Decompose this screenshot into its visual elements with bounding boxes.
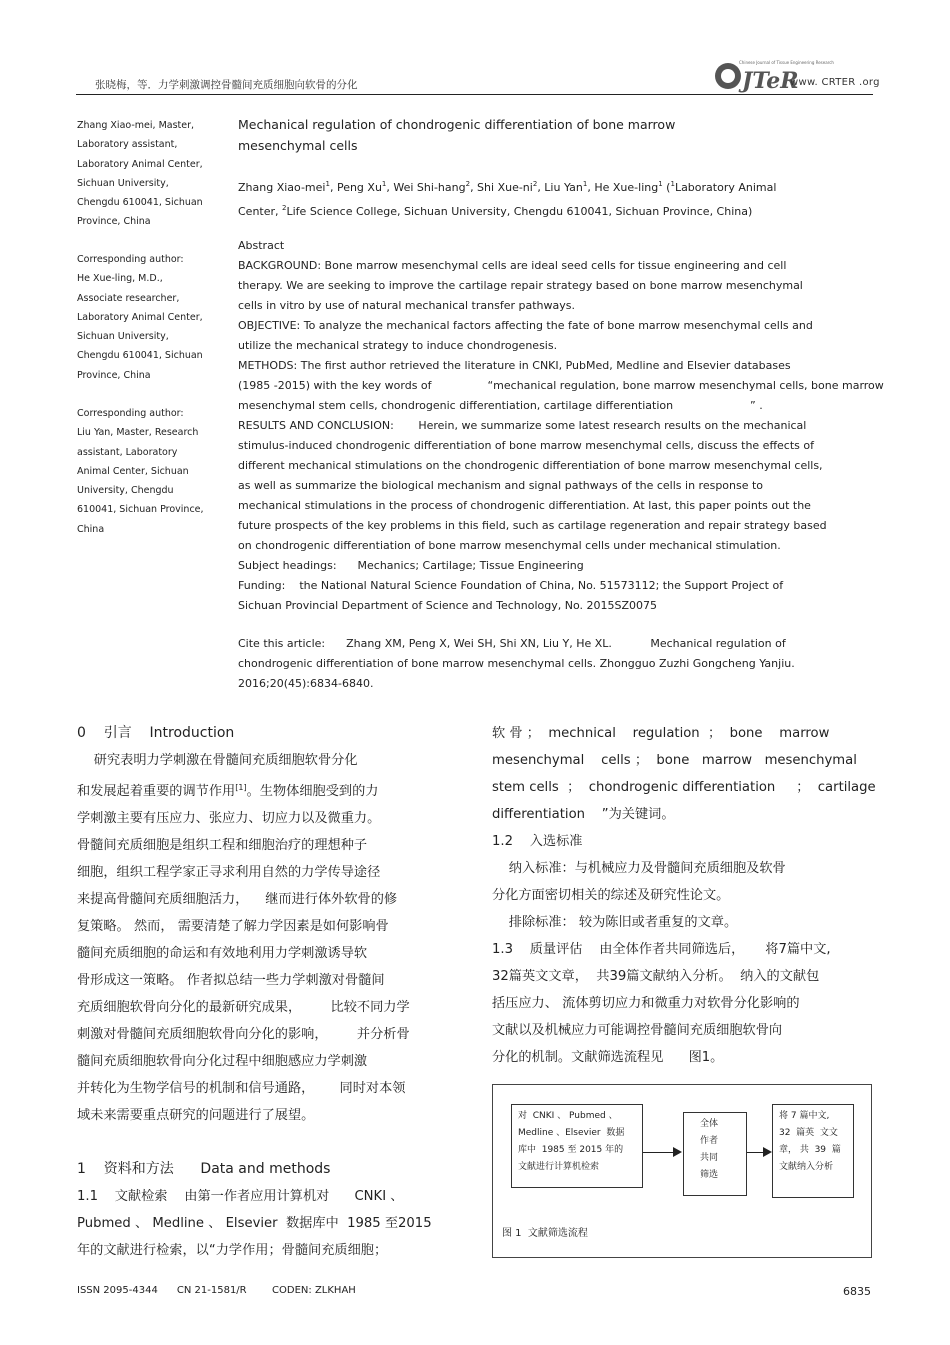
abstract-line: mesenchymal stem cells, chondrogenic differentiation, cartilage differentiation ” .	[238, 399, 763, 412]
abstract-line: mechanical stimulations in the process of chondrogenic differentiation. At last, this paper points out the	[238, 499, 811, 512]
body-line	[77, 774, 457, 805]
flow-box-search	[511, 1104, 643, 1188]
affil-mark: 2	[465, 180, 471, 188]
body-line: 并转化为生物学信号的机制和信号通路， 同时对本领	[77, 1081, 406, 1096]
arrow-2-line	[747, 1152, 763, 1153]
affil-mark: 1	[381, 180, 387, 188]
affil-mark: 1	[658, 180, 663, 188]
body-line: 骨髓间充质细胞是组织工程和细胞治疗的理想种子	[77, 838, 368, 853]
author-info-2	[77, 250, 227, 385]
body-line: 细胞，组织工程学家正寻求利用自然的力学传导途径	[77, 865, 381, 880]
affil-mark: 2	[282, 204, 287, 212]
body-line: 32篇英文文章， 共39篇文献纳入分析。 纳入的文献包	[492, 969, 820, 984]
affil-mark: 1	[582, 180, 588, 188]
citation-ref[interactable]: [1]	[235, 783, 247, 792]
sidebar-line: Corresponding author:	[77, 254, 184, 265]
body-left-column	[77, 720, 457, 1264]
article-title	[238, 114, 868, 156]
flow-text: 将 7 篇中文,	[779, 1111, 830, 1121]
section-heading-introduction: 0 引言 Introduction	[77, 725, 235, 741]
section-heading-methods: 1 资料和方法 Data and methods	[77, 1161, 331, 1177]
body-line: 髓间充质细胞软骨向分化过程中细胞感应力学刺激	[77, 1054, 368, 1069]
author-name: , Liu Yan	[537, 181, 583, 194]
author-name: , He Xue-ling	[587, 181, 659, 194]
body-line: 1.1 文献检索 由第一作者应用计算机对 CNKI 、	[77, 1189, 404, 1204]
sidebar-line: Chengdu 610041, Sichuan	[77, 350, 203, 362]
sidebar-line: Laboratory Animal Center,	[77, 311, 203, 323]
svg-text:Chinese Journal of Tissue Engi: Chinese Journal of Tissue Engineering Research	[739, 60, 834, 65]
arrow-right-icon	[673, 1147, 682, 1157]
body-line: 1.3 质量评估 由全体作者共同筛选后， 将7篇中文,	[492, 942, 831, 957]
sidebar-line: Laboratory Animal Center,	[77, 158, 203, 170]
sidebar-line: Province, China	[77, 216, 151, 228]
arrow-right-icon	[763, 1147, 772, 1157]
flow-text: 章， 共 39 篇	[779, 1145, 841, 1155]
author-name: Zhang Xiao-mei	[238, 181, 326, 194]
cite-line: 2016;20(45):6834-6840.	[238, 677, 374, 690]
abstract-heading: Abstract	[238, 239, 285, 252]
abstract-line: BACKGROUND: Bone marrow mesenchymal cells are ideal seed cells for tissue engineering and cell	[238, 259, 787, 272]
body-line: 纳入标准：与机械应力及骨髓间充质细胞及软骨	[492, 861, 786, 876]
abstract-line: cells in vitro by use of natural mechanical transfer pathways.	[238, 299, 575, 312]
abstract-line: as well as summarize the biological mechanism and signal pathways of the cells in response to	[238, 479, 764, 492]
cite-line: chondrogenic differentiation of bone marrow mesenchymal cells. Zhongguo Zuzhi Gongcheng Yanjiu.	[238, 657, 795, 670]
funding-line: Funding: the National Natural Science Foundation of China, No. 51573112; the Support Project of	[238, 579, 784, 592]
body-line: Pubmed 、 Medline 、 Elsevier 数据库中 1985 至2015	[77, 1216, 432, 1231]
abstract-line: therapy. We are seeking to improve the cartilage repair strategy based on bone marrow mesenchymal	[238, 279, 803, 292]
flow-text: Medline 、Elsevier 数据	[518, 1128, 625, 1138]
body-line: 来提高骨髓间充质细胞活力， 继而进行体外软骨的修	[77, 892, 398, 907]
author-name: , Wei Shi-hang	[386, 181, 466, 194]
author-name: , Shi Xue-ni	[470, 181, 533, 194]
affiliation-text: Center,	[238, 205, 279, 218]
page-number: 6835	[843, 1285, 871, 1298]
body-line: stem cells ； chondrogenic differentiation ； cartilage	[492, 780, 876, 795]
abstract-line: on chondrogenic differentiation of bone marrow mesenchymal cells under mechanical stimulation.	[238, 539, 781, 552]
body-line: 研究表明力学刺激在骨髓间充质细胞软骨分化	[77, 753, 358, 768]
body-line: 域未来需要重点研究的问题进行了展望。	[77, 1108, 315, 1123]
funding-line: Sichuan Provincial Department of Science and Technology, No. 2015SZ0075	[238, 599, 657, 612]
abstract-line: (1985 -2015) with the key words of “mechanical regulation, bone marrow mesenchymal cells, bone marrow	[238, 379, 884, 392]
abstract-line: OBJECTIVE: To analyze the mechanical factors affecting the fate of bone marrow mesenchymal cells and	[238, 319, 813, 332]
sidebar-line: He Xue-ling, M.D.,	[77, 273, 163, 285]
svg-text:JTeR: JTeR	[742, 68, 799, 94]
sidebar-line: University, Chengdu	[77, 485, 174, 497]
sidebar-line: Province, China	[77, 369, 151, 381]
subject-headings: Subject headings: Mechanics; Cartilage; Tissue Engineering	[238, 559, 584, 572]
body-line: differentiation ”为关键词。	[492, 807, 675, 822]
flow-box-screening	[683, 1112, 747, 1196]
footer-issn: ISSN 2095-4344 CN 21-1581/R CODEN: ZLKHAH	[77, 1285, 356, 1296]
body-text: 。生物体细胞受到的力	[246, 784, 379, 799]
abstract	[238, 236, 884, 616]
body-line: 分化方面密切相关的综述及研究性论文。	[492, 888, 730, 903]
sidebar-line: Sichuan University,	[77, 177, 169, 189]
website-url[interactable]: www. CRTER .org	[790, 77, 880, 88]
abstract-line: RESULTS AND CONCLUSION: Herein, we summarize some latest research results on the mechanical	[238, 419, 807, 432]
arrow-1-line	[643, 1152, 673, 1153]
body-right-column	[492, 720, 876, 1071]
author-info-1	[77, 116, 227, 232]
body-line: mesenchymal cells ； bone marrow mesenchymal	[492, 753, 857, 768]
affiliation-text: Laboratory Animal	[674, 181, 777, 194]
header-rule	[76, 94, 873, 95]
affil-mark: 2	[532, 180, 538, 188]
abstract-line: future prospects of the key problems in this field, such as cartilage regeneration and repair strategy based	[238, 519, 827, 532]
body-line: 充质细胞软骨向分化的最新研究成果， 比较不同力学	[77, 1000, 410, 1015]
cite-line: Cite this article: Zhang XM, Peng X, Wei SH, Shi XN, Liu Y, He XL. Mechanical regulation of	[238, 637, 786, 650]
flow-text: 文献纳入分析	[779, 1162, 834, 1172]
affil-mark: 1	[670, 180, 675, 188]
author-name: (	[662, 181, 671, 194]
abstract-line: METHODS: The first author retrieved the literature in CNKI, PubMed, Medline and Elsevier databases	[238, 359, 791, 372]
flow-text: 共同	[700, 1153, 719, 1163]
body-text: 和发展起着重要的调节作用	[77, 784, 236, 799]
cite-article	[238, 634, 868, 694]
sidebar-line: Sichuan University,	[77, 331, 169, 343]
author-line-1	[238, 174, 868, 198]
journal-logo-icon	[712, 55, 834, 95]
abstract-line: different mechanical stimulations on the chondrogenic differentiation of bone marrow mesenchymal cells,	[238, 459, 823, 472]
body-line: 文献以及机械应力可能调控骨髓间充质细胞软骨向	[492, 1023, 783, 1038]
flow-text: 筛选	[700, 1170, 719, 1180]
subsection-heading: 1.2 入选标准	[492, 834, 583, 849]
body-line: 分化的机制。文献筛选流程见 图1。	[492, 1050, 724, 1065]
author-list	[238, 174, 868, 222]
running-title: 张晓梅，等．力学刺激调控骨髓间充质细胞向软骨的分化	[95, 79, 358, 91]
flow-box-included	[772, 1104, 854, 1198]
author-info-3	[77, 404, 227, 539]
flow-text: 作者	[700, 1136, 719, 1146]
author-line-2	[238, 198, 868, 222]
sidebar-line: Chengdu 610041, Sichuan	[77, 197, 203, 209]
body-line: 骨形成这一策略。 作者拟总结一些力学刺激对骨髓间	[77, 973, 385, 988]
body-line: 刺激对骨髓间充质细胞软骨向分化的影响， 并分析骨	[77, 1027, 410, 1042]
body-line: 学刺激主要有压应力、张应力、切应力以及微重力。	[77, 811, 381, 826]
flow-text: 对 CNKI 、 Pubmed 、	[518, 1111, 618, 1121]
body-line: 髓间充质细胞的命运和有效地利用力学刺激诱导软	[77, 946, 368, 961]
figure-caption: 图 1 文献筛选流程	[502, 1228, 588, 1239]
affil-mark: 1	[325, 180, 330, 188]
body-line: 排除标准： 较为陈旧或者重复的文章。	[492, 915, 738, 930]
title-line: Mechanical regulation of chondrogenic differentiation of bone marrow	[238, 117, 676, 132]
title-line: mesenchymal cells	[238, 138, 358, 153]
flow-text: 32 篇英 文文	[779, 1128, 838, 1138]
abstract-line: utilize the mechanical strategy to induce chondrogenesis.	[238, 339, 558, 352]
sidebar-line: Laboratory assistant,	[77, 139, 178, 151]
body-line: 软 骨 ； mechnical regulation ； bone marrow	[492, 726, 830, 741]
sidebar-line: Associate researcher,	[77, 292, 180, 304]
flow-text: 文献进行计算机检索	[518, 1162, 600, 1172]
abstract-line: stimulus-induced chondrogenic differentiation of bone marrow mesenchymal cells, discuss the effects of	[238, 439, 814, 452]
sidebar-line: Animal Center, Sichuan	[77, 465, 189, 477]
body-line: 年的文献进行检索，以“力学作用；骨髓间充质细胞；	[77, 1243, 388, 1258]
sidebar-line: Corresponding author:	[77, 408, 184, 419]
body-line: 复策略。 然而， 需要清楚了解力学因素是如何影响骨	[77, 919, 389, 934]
flow-text: 库中 1985 至 2015 年的	[518, 1145, 624, 1155]
sidebar-line: Liu Yan, Master, Research	[77, 427, 199, 439]
sidebar-line: China	[77, 523, 105, 535]
affiliation-text: Life Science College, Sichuan University, Chengdu 610041, Sichuan Province, China)	[286, 205, 753, 218]
sidebar-line: assistant, Laboratory	[77, 446, 178, 458]
author-name: , Peng Xu	[329, 181, 382, 194]
body-line: 括压应力、 流体剪切应力和微重力对软骨分化影响的	[492, 996, 800, 1011]
flow-text: 全体	[700, 1119, 719, 1129]
sidebar-line: 610041, Sichuan Province,	[77, 504, 204, 516]
sidebar-line: Zhang Xiao-mei, Master,	[77, 120, 195, 131]
